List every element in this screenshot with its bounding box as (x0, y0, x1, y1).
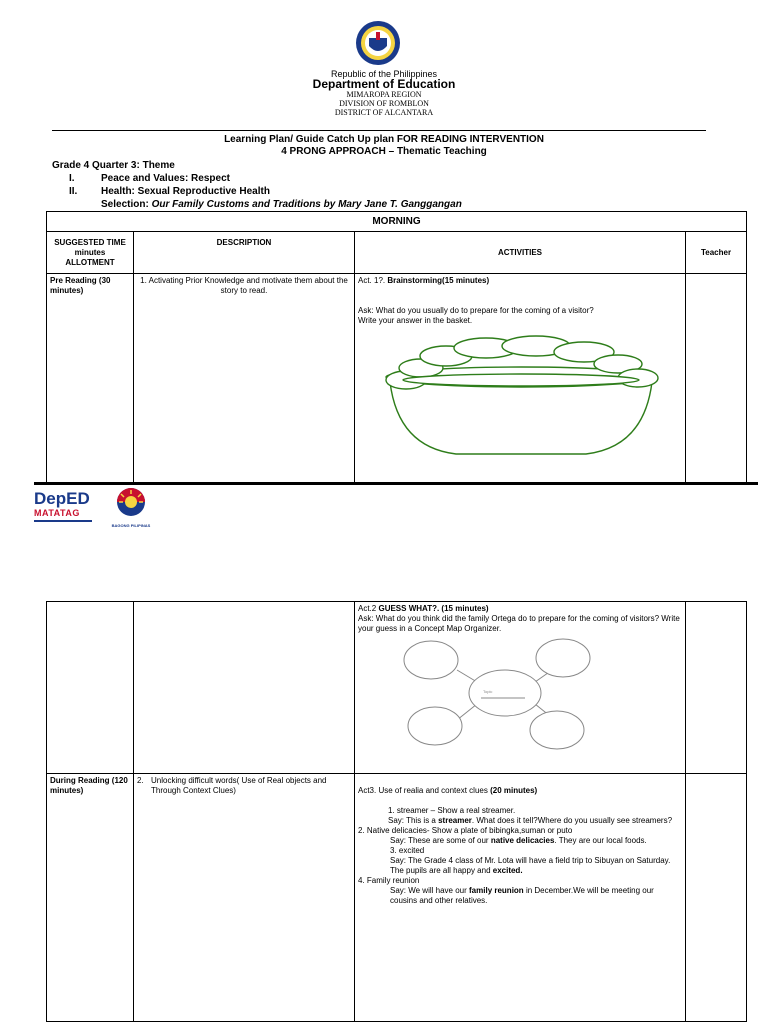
header-rule (52, 130, 706, 131)
description-cell-empty (134, 602, 355, 774)
selection-line (101, 199, 462, 211)
plan-table-page2 (46, 601, 747, 1022)
teacher-cell-3 (686, 774, 747, 1022)
republic-text: Republic of the Philippines (330, 69, 438, 79)
bagong-pilipinas-logo (96, 486, 166, 528)
concept-map-organizer (395, 638, 615, 750)
theme-1-text: Peace and Values: Respect (101, 173, 230, 184)
deped-seal-logo (355, 20, 401, 66)
teacher-cell-2 (686, 602, 747, 774)
act2-ask: Ask: What do you think did the family Ortega do to prepare for the coming of visitors? Write your guess in a Concept Map Organizer. (358, 614, 680, 633)
act1-title: Brainstorming(15 minutes) (387, 276, 490, 285)
item-3: 3. excited (390, 846, 425, 855)
item-4: 4. Family reunion (358, 876, 420, 885)
description-2-cell (134, 774, 355, 1022)
item-2-say: Say: These are some of our native delicacies. They are our local foods. (390, 836, 647, 845)
division-text: DIVISION OF ROMBLON (339, 99, 429, 108)
item-4-say: Say: We will have our family reunion in December.We will be meeting our cousins and other relatives. (390, 886, 654, 905)
desc2-number: 2. (137, 776, 144, 785)
act1-prefix: Act. 1?. (358, 276, 386, 285)
description-header: DESCRIPTION (134, 232, 355, 274)
morning-header: MORNING (47, 212, 747, 232)
teacher-header: Teacher (686, 232, 747, 274)
teacher-cell-1 (686, 274, 747, 484)
deped-logo-text: DepED (34, 489, 90, 508)
theme-1-number: I. (69, 173, 75, 184)
act1-ask: Ask: What do you usually do to prepare for the coming of a visitor? (358, 306, 594, 315)
theme-2-number: II. (69, 186, 78, 197)
description-1: 1. Activating Prior Knowledge and motivate them about the story to read. (134, 274, 355, 484)
department-text: Department of Education (312, 77, 456, 91)
plan-table-page1 (46, 211, 747, 484)
page-divider (34, 482, 758, 485)
act2-prefix: Act.2 (358, 604, 377, 613)
grade-text: Grade 4 Quarter 3: Theme (52, 160, 175, 171)
activity-1-cell (355, 274, 686, 484)
item-2: 2. Native delicacies- Show a plate of bibingka,suman or puto (358, 826, 573, 835)
selection-title: Our Family Customs and Traditions by Mary Jane T. Ganggangan (151, 199, 462, 210)
act1-write: Write your answer in the basket. (358, 316, 473, 325)
plan-subtitle: 4 PRONG APPROACH – Thematic Teaching (281, 146, 487, 157)
act3-time: (20 minutes) (490, 786, 538, 795)
concept-map-topic: Topic (483, 689, 493, 694)
matatag-logo-text: MATATAG (34, 508, 80, 518)
item-3-say: Say: The Grade 4 class of Mr. Lota will have a field trip to Sibuyan on Saturday. The pupils are all happy and excited. (390, 856, 671, 875)
plan-title: Learning Plan/ Guide Catch Up plan FOR READING INTERVENTION (224, 134, 544, 145)
bagong-pilipinas-emblem (96, 486, 166, 518)
time-cell-empty (47, 602, 134, 774)
selection-label: Selection: (101, 199, 149, 210)
theme-2-text: Health: Sexual Reproductive Health (101, 186, 270, 197)
basket-graphic (376, 332, 666, 457)
act2-title: GUESS WHAT?. (15 minutes) (378, 604, 489, 613)
activity-3-cell (355, 774, 686, 1022)
bagong-pilipinas-text: BAGONG PILIPINAS (111, 523, 151, 528)
district-text: DISTRICT OF ALCANTARA (334, 108, 434, 117)
act3-prefix: Act3. Use of realia and context clues (358, 786, 488, 795)
item-1-say: Say: This is a streamer. What does it tell?Where do you usually see streamers? (388, 816, 673, 825)
activities-header: ACTIVITIES (355, 232, 686, 274)
desc2-text: Unlocking difficult words( Use of Real objects and Through Context Clues) (151, 776, 327, 795)
during-reading-cell: During Reading (120 minutes) (47, 774, 134, 1022)
pre-reading-cell: Pre Reading (30 minutes) (47, 274, 134, 484)
item-1: 1. streamer – Show a real streamer. (388, 806, 516, 815)
deped-matatag-logo (34, 490, 96, 522)
time-allotment-header: SUGGESTED TIME minutes ALLOTMENT (47, 232, 134, 274)
region-text: MIMAROPA REGION (346, 90, 422, 99)
activity-2-cell (355, 602, 686, 774)
